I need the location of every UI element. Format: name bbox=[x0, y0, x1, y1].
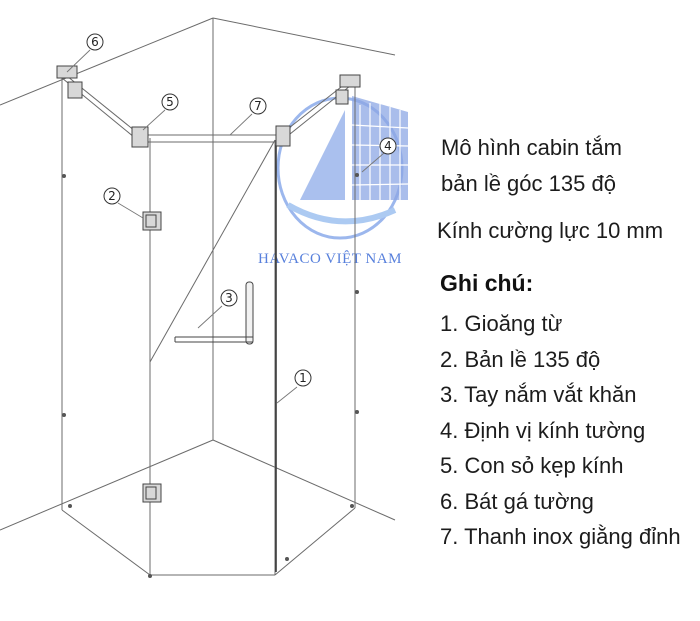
callout-1 bbox=[277, 370, 311, 403]
svg-text:6: 6 bbox=[91, 35, 99, 49]
title-line-1: Mô hình cabin tắm bbox=[441, 135, 622, 160]
watermark-text: HAVACO VIỆT NAM bbox=[258, 251, 402, 267]
note-item-5: 5. Con sỏ kẹp kính bbox=[440, 453, 624, 478]
hinge-top bbox=[143, 212, 161, 230]
diagram-title bbox=[441, 130, 622, 202]
notes-list bbox=[440, 306, 681, 555]
notes-heading: Ghi chú: bbox=[440, 270, 534, 296]
callout-2 bbox=[104, 188, 143, 218]
note-item-4: 4. Định vị kính tường bbox=[440, 417, 646, 443]
svg-text:7: 7 bbox=[254, 99, 262, 113]
note-item-3: 3. Tay nắm vắt khăn bbox=[440, 382, 637, 407]
hinge-bottom bbox=[143, 484, 161, 502]
title-line-2: bản lề góc 135 độ bbox=[441, 171, 616, 196]
note-item-2: 2. Bản lề 135 độ bbox=[440, 346, 601, 372]
note-item-1: 1. Gioăng từ bbox=[440, 311, 563, 336]
svg-text:1: 1 bbox=[299, 371, 307, 385]
svg-text:3: 3 bbox=[225, 291, 233, 305]
callout-7 bbox=[230, 98, 266, 135]
note-item-6: 6. Bát gá tường bbox=[440, 488, 594, 514]
note-item-7: 7. Thanh inox giằng đỉnh bbox=[440, 524, 681, 549]
svg-text:4: 4 bbox=[384, 139, 392, 153]
left-glass-panel bbox=[62, 75, 150, 575]
callout-3 bbox=[198, 290, 237, 328]
wall-bracket-left bbox=[57, 66, 82, 98]
glass-spec: Kính cường lực 10 mm bbox=[437, 218, 664, 243]
glass-clamps bbox=[132, 126, 290, 147]
havaco-logo-icon bbox=[278, 96, 408, 238]
svg-text:2: 2 bbox=[108, 189, 116, 203]
callout-6 bbox=[67, 34, 103, 72]
callout-5 bbox=[143, 94, 178, 130]
wall-locators bbox=[62, 173, 359, 578]
svg-text:5: 5 bbox=[166, 95, 174, 109]
